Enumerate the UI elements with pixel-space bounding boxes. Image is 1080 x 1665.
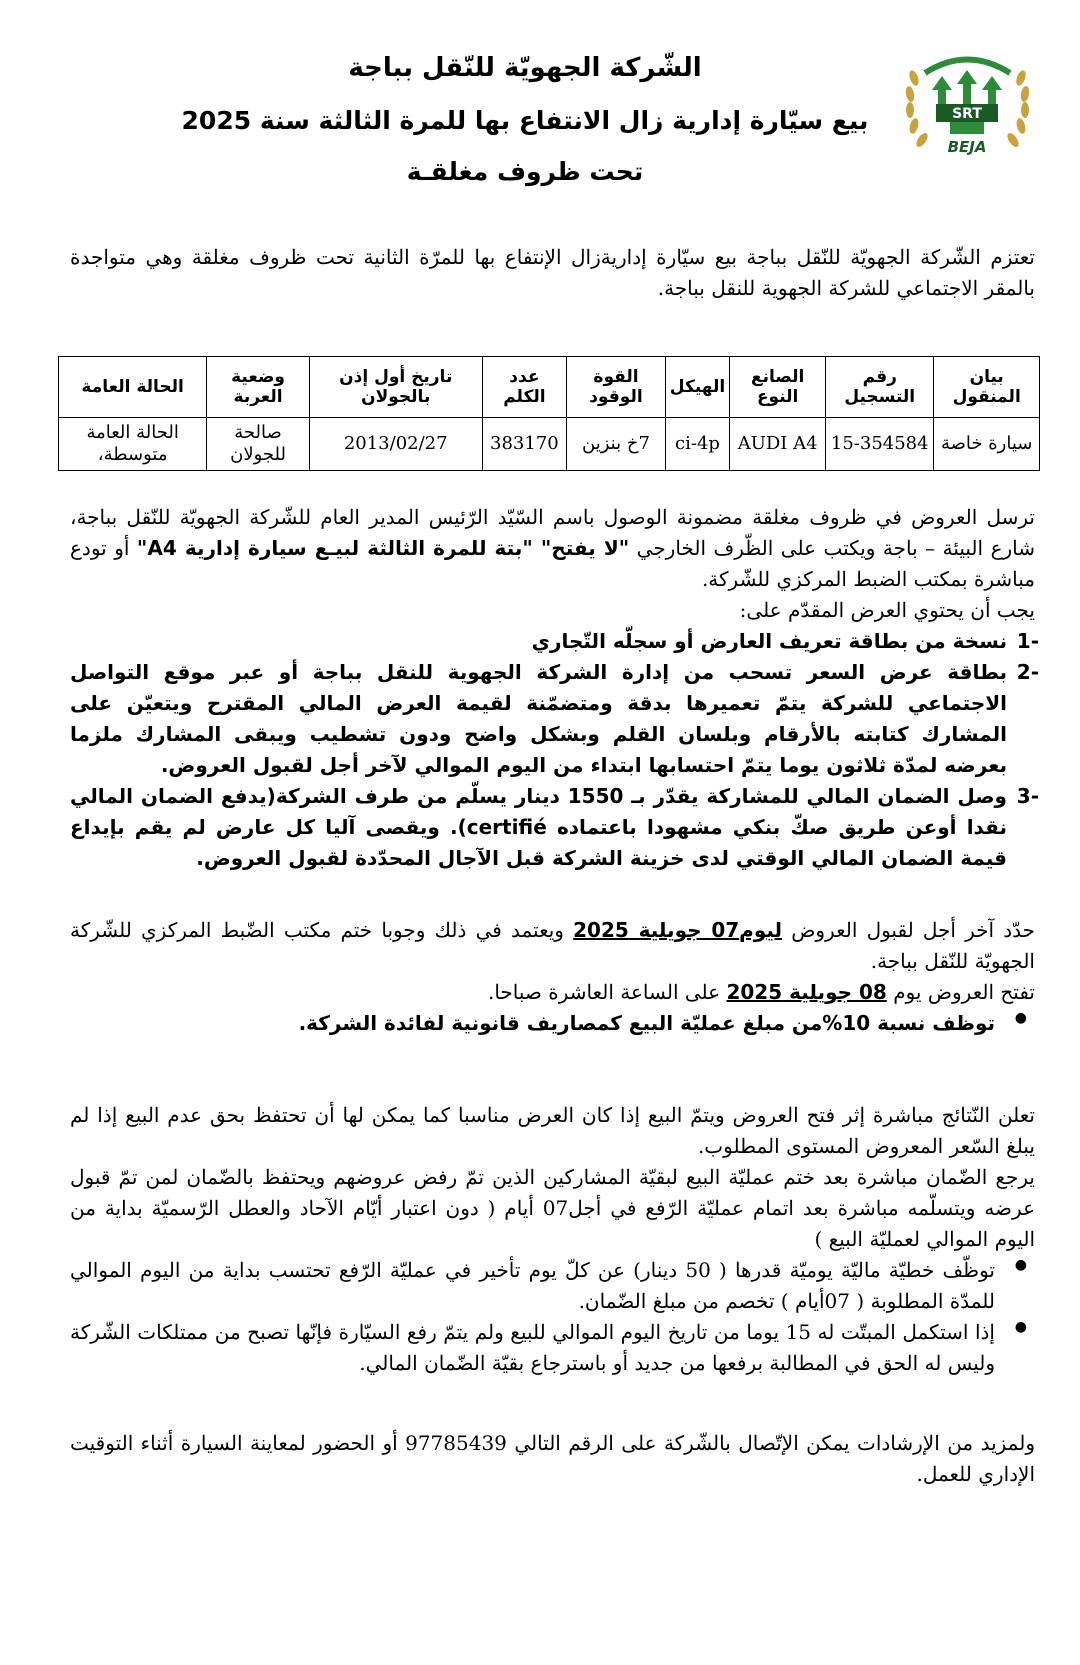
dates-section xyxy=(70,915,1035,1039)
list-item: -1 نسخة من بطاقة تعريف العارض أو سجلّه التّجاري xyxy=(531,629,1039,653)
table-header: الهيكل xyxy=(665,357,729,418)
srt-beja-logo xyxy=(900,48,1035,158)
mode-title: تحت ظروف مغلقـة xyxy=(406,156,644,186)
table-cell: AUDI A4 xyxy=(730,418,826,471)
subject-title: بيع سيّارة إدارية زال الانتفاع بها للمرة الثالثة سنة 2025 xyxy=(181,105,869,135)
table-row xyxy=(59,418,1040,471)
table-cell: صالحة للجولان xyxy=(207,418,310,471)
logo-letters: SRT xyxy=(952,106,982,122)
table-header-row xyxy=(59,357,1040,418)
table-cell: الحالة العامة متوسطة، xyxy=(59,418,207,471)
list-item: ● إذا استكمل المبتّت له 15 يوما من تاريخ اليوم الموالي للبيع ولم يتمّ رفع السيّارة فإنّها تصبح من ممتلكات الشّركة وليس له الحق في المطالبة برفعها من جديد أو باسترجاع بقيّة الضّمان المالي. xyxy=(70,1317,995,1379)
table-header: القوة الوقود xyxy=(567,357,666,418)
results-section xyxy=(70,1100,1035,1379)
refund-paragraph: يرجع الضّمان مباشرة بعد ختم عمليّة البيع لبقيّة المشاركين الذين تمّ رفض عروضهم ويحتفظ بالضّمان لمن تمّ قبول عرضه ويتسلّمه مباشرة بعد اتمام عمليّة الرّفع في أجل07 أيام ( دون اعتبار أيّام الآحاد والعطل الرّسميّة بداية من اليوم الموالي لعمليّة البيع ) xyxy=(70,1165,1036,1251)
submission-text-a: ترسل العروض في ظروف مغلقة مضمونة الوصول باسم السّيّد الرّئيس المدير العام للشّركة الجهويّة للنّقل بباجة، شارع البيئة – باجة ويكتب على الظّرف الخارجي xyxy=(70,505,1036,560)
penalties-list xyxy=(70,1255,1035,1379)
list-item: -3 وصل الضمان المالي للمشاركة يقدّر بـ 1550 دينار يسلّم من طرف الشركة(يدفع الضمان المالي نقدا أوعن طريق صكّ بنكي مشهودا باعتماده certifié). ويقصى آليا كل عارض لم يقم بإيداع قيمة الضمان المالي الوقتي لدى خزينة الشركة قبل الآجال المحدّدة لقبول العروض. xyxy=(70,784,1039,870)
submission-section xyxy=(70,502,1039,874)
fee-list xyxy=(70,1008,1035,1039)
table-cell: سيارة خاصة xyxy=(934,418,1040,471)
submission-paragraph xyxy=(70,502,1035,595)
opening-paragraph: تفتح العروض يوم 08 جويلية 2025 على الساعة العاشرة صباحا. xyxy=(487,980,1035,1004)
table-cell: ci-4p xyxy=(665,418,729,471)
envelope-label: "لا يفتح" "بتة للمرة الثالثة لبيـع سيارة إدارية A4" xyxy=(136,536,630,560)
list-item: ● توظّف خطيّة ماليّة يوميّة قدرها ( 50 دينار) عن كلّ يوم تأخير في عمليّة الرّفع تحتسب بداية من اليوم الموالي للمدّة المطلوبة ( 07أيام ) تخصم من مبلغ الضّمان. xyxy=(70,1255,995,1317)
table-header: رقم التسجيل xyxy=(826,357,934,418)
requirements-lead: يجب أن يحتوي العرض المقدّم على: xyxy=(739,598,1035,622)
deadline-date: ليوم07 جويلية 2025 xyxy=(573,918,783,942)
vehicle-table xyxy=(58,356,1040,471)
intro-paragraph: تعتزم الشّركة الجهويّة للنّقل بباجة بيع سيّارة إداريةزال الإنتفاع بها للمرّة الثانية تحت ظروف مغلقة وهي متواجدة بالمقر الاجتماعي للشركة الجهوية للنقل بباجة. xyxy=(70,245,1035,300)
table-cell: 15-354584 xyxy=(826,418,934,471)
company-title: الشّركة الجهويّة للنّقل بباجة xyxy=(348,53,702,83)
requirements-list xyxy=(70,626,1039,874)
list-item: -2 بطاقة عرض السعر تسحب من إدارة الشركة الجهوية للنقل بباجة أو عبر موقع التواصل الاجتماعي للشركة يتمّ تعميرها بدقة ومتضمّنة لقيمة العرض المالي المقترح ويتعيّن على المشارك كتابته بالأرقام وبلسان القلم وبشكل واضح ودون تشطيب ويبقى المشارك ملزما بعرضه لمدّة ثلاثون يوما يتمّ احتسابها ابتداء من اليوم الموالي لآخر أجل لقبول العروض. xyxy=(70,660,1039,777)
table-header: تاريخ أول إذن بالجولان xyxy=(309,357,482,418)
results-paragraph: تعلن النّتائج مباشرة إثر فتح العروض ويتمّ البيع إذا كان العرض مناسبا كما يمكن لها أن تحتفظ بحق عدم البيع إذا لم يبلغ السّعر المعروض المستوى المطلوب. xyxy=(70,1103,1035,1158)
table-header: بيان المنقول xyxy=(934,357,1040,418)
table-header: الحالة العامة xyxy=(59,357,207,418)
header-titles xyxy=(180,52,870,187)
deadline-paragraph: حدّد آخر أجل لقبول العروض ليوم07 جويلية 2025 ويعتمد في ذلك وجوبا ختم مكتب الضّبط المركزي للشّركة الجهويّة للنّقل بباجة. xyxy=(70,918,1035,973)
table-header: عدد الكلم xyxy=(482,357,567,418)
opening-date: 08 جويلية 2025 xyxy=(726,980,887,1004)
submission-text-b: أو تودع مباشرة بمكتب الضبط المركزي للشّركة. xyxy=(70,536,1035,591)
table-cell: 2013/02/27 xyxy=(309,418,482,471)
table-cell: 383170 xyxy=(482,418,567,471)
list-item: ● توظف نسبة 10%من مبلغ عمليّة البيع كمصاريف قانونية لفائدة الشركة. xyxy=(70,1008,995,1039)
table-cell: 7خ بنزين xyxy=(567,418,666,471)
contact-paragraph: ولمزيد من الإرشادات يمكن الإتّصال بالشّركة على الرقم التالي 97785439 أو الحضور لمعاينة السيارة أثناء التوقيت الإداري للعمل. xyxy=(70,1431,1035,1486)
logo-city: BEJA xyxy=(947,138,987,156)
table-header: الصانع النوع xyxy=(730,357,826,418)
table-header: وضعية العربة xyxy=(207,357,310,418)
